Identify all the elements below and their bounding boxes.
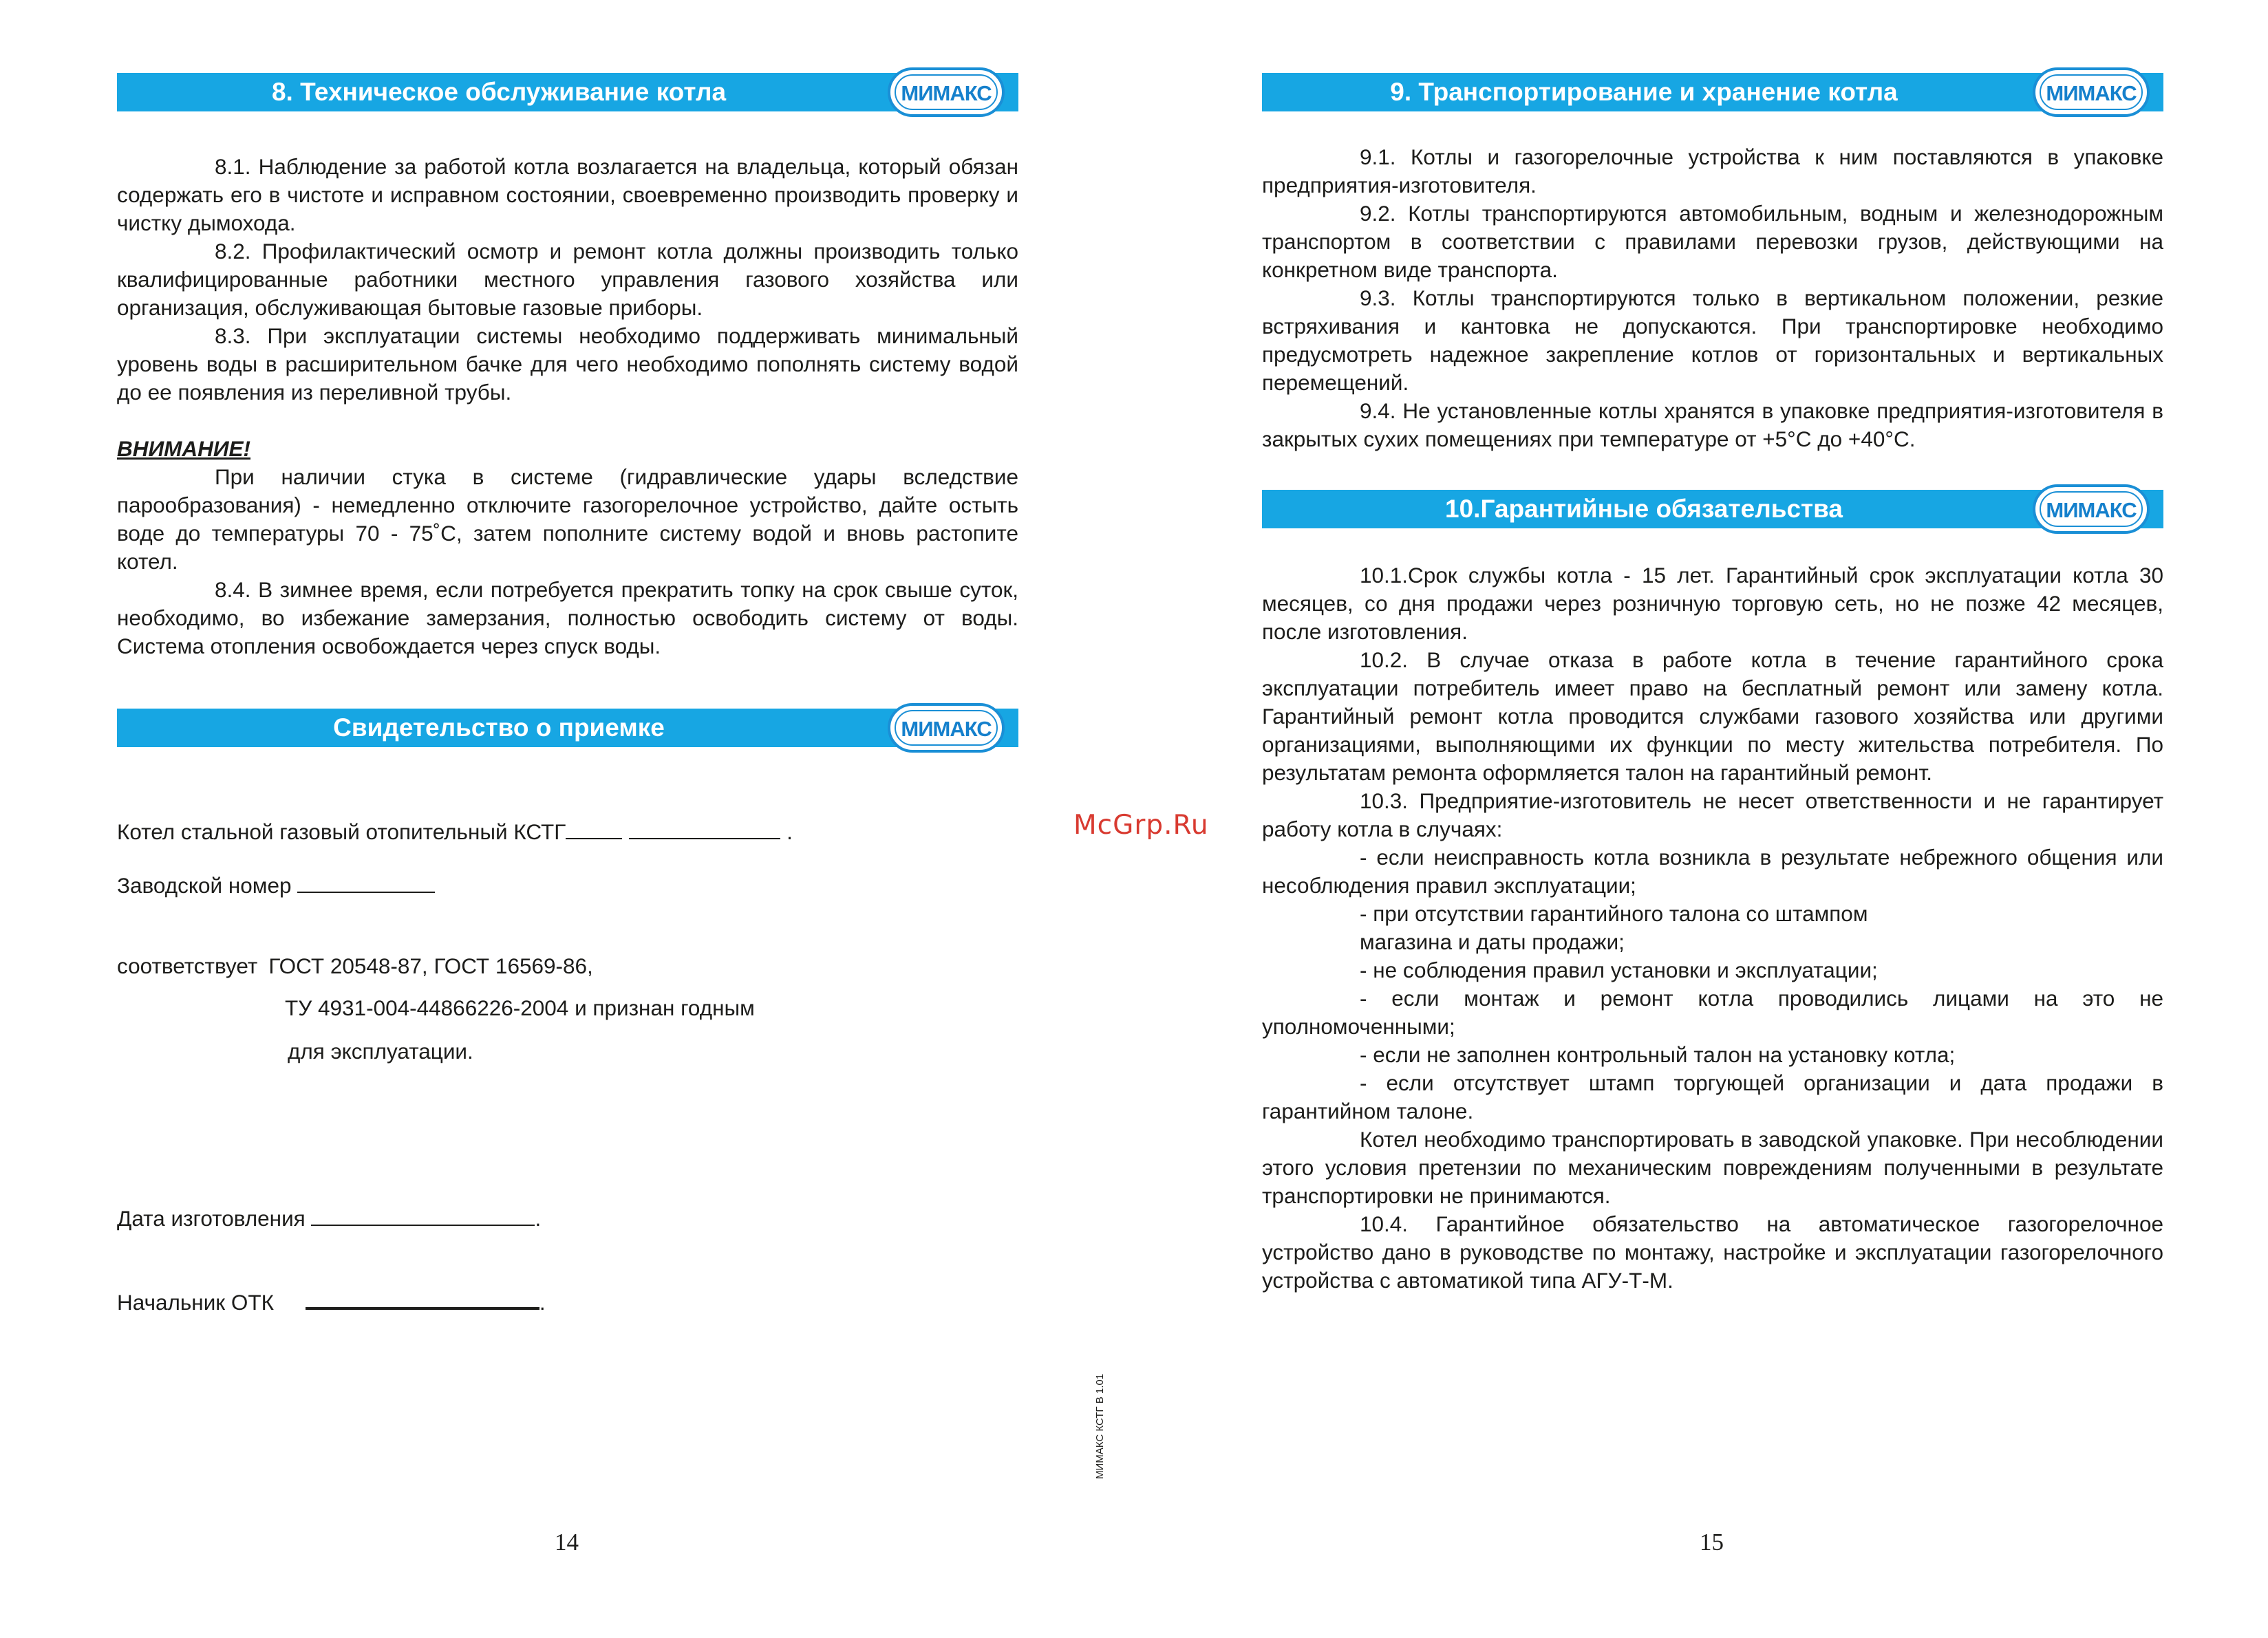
otk-label: Начальник ОТК <box>117 1290 274 1315</box>
paragraph-10-1: 10.1.Срок службы котла - 15 лет. Гарантийный срок эксплуатации котла 30 месяцев, со дня продажи через розничную торговую сеть, но не позже 42 месяцев, после изготовления. <box>1262 563 2163 644</box>
paragraph-9-4: 9.4. Не установленные котлы хранятся в упаковке предприятия-изготовителя в закрытых сухих помещениях при температуре от +5°С до +40°С. <box>1262 398 2163 451</box>
section-9-header <box>1262 73 2163 111</box>
bullet-no-coupon-2: магазина и даты продажи; <box>1360 929 1625 954</box>
paragraph-8-3: 8.3. При эксплуатации системы необходимо поддерживать минимальный уровень воды в расширительном бачке для чего необходимо пополнять систему водой до ее появления из переливной трубы. <box>117 323 1018 405</box>
boiler-model-field-a[interactable] <box>566 817 622 839</box>
bullet-unauthorized: - если монтаж и ремонт котла проводились лицами на это не уполномоченными; <box>1262 986 2163 1039</box>
paragraph-transport-packaging: Котел необходимо транспортировать в заводской упаковке. При несоблюдении этого условия претензии по механическим повреждениям полученными в результате транспортировки не принимаются. <box>1262 1127 2163 1208</box>
manufacture-date-line: Дата изготовления . <box>117 1204 541 1231</box>
otk-line: Начальник ОТК . <box>117 1286 546 1315</box>
boiler-model-label: Котел стальной газовый отопительный КСТГ <box>117 819 566 844</box>
spine-text: МИМАКС КСТГ В 1.01 <box>1094 1373 1106 1479</box>
page-number-15: 15 <box>1700 1529 1724 1555</box>
section-9-title: 9. Транспортирование и хранение котла <box>1390 78 1898 106</box>
bullet-installation-rules: - не соблюдения правил установки и эксплуатации; <box>1360 958 1878 982</box>
bullet-control-coupon: - если не заполнен контрольный талон на установку котла; <box>1360 1042 1956 1067</box>
serial-label: Заводской номер <box>117 873 292 898</box>
serial-number-field[interactable] <box>297 871 435 893</box>
mimaks-logo: МИМАКС <box>2033 484 2150 534</box>
section-8-body <box>117 153 1018 660</box>
paragraph-9-1: 9.1. Котлы и газогорелочные устройства к ним поставляются в упаковке предприятия-изготовителя. <box>1262 144 2163 197</box>
paragraph-warning: При наличии стука в системе (гидравлические удары вследствие парообразования) - немедленно отключите газогорелочное устройство, дайте остыть воде до температуры 70 - 75˚С, затем пополните систему водой и вновь растопите котел. <box>117 464 1018 574</box>
paragraph-10-3: 10.3. Предприятие-изготовитель не несет ответственности и не гарантирует работу котла в случаях: <box>1262 788 2163 841</box>
conformity-line-1: соответствует ГОСТ 20548-87, ГОСТ 16569-86, <box>117 953 593 978</box>
bullet-no-coupon-1: - при отсутствии гарантийного талона со штампом <box>1360 901 1868 926</box>
section-9-body <box>1262 143 2163 453</box>
paragraph-10-4: 10.4. Гарантийное обязательство на автоматическое газогорелочное устройство дано в руководстве по монтажу, настройке и эксплуатации газогорелочного устройства с автоматикой типа АГУ-Т-М. <box>1262 1211 2163 1293</box>
conformity-gost: ГОСТ 20548-87, ГОСТ 16569-86, <box>268 953 593 978</box>
section-10-title: 10.Гарантийные обязательства <box>1445 495 1843 523</box>
paragraph-8-1: 8.1. Наблюдение за работой котла возлагается на владельца, который обязан содержать его в чистоте и исправном состоянии, своевременно производить проверку и чистку дымохода. <box>117 154 1018 235</box>
boiler-model-field-b[interactable] <box>629 817 780 839</box>
section-10-body <box>1262 561 2163 1295</box>
acceptance-header <box>117 709 1018 747</box>
acceptance-title: Свидетельство о приемке <box>333 713 665 742</box>
section-8-title: 8. Техническое обслуживание котла <box>271 78 727 106</box>
page-number-14: 14 <box>555 1529 579 1555</box>
right-page <box>1262 0 2163 1638</box>
manufacture-date-label: Дата изготовления <box>117 1206 306 1231</box>
manufacture-date-field[interactable] <box>311 1204 535 1226</box>
mimaks-logo: МИМАКС <box>2033 67 2150 117</box>
bullet-negligence: - если неисправность котла возникла в результате небрежного общения или несоблюдения правил эксплуатации; <box>1262 845 2163 898</box>
left-page <box>117 0 1018 1638</box>
warning-label: ВНИМАНИЕ! <box>117 436 251 461</box>
section-8-header <box>117 73 1018 111</box>
section-10-header <box>1262 490 2163 528</box>
paragraph-9-2: 9.2. Котлы транспортируются автомобильным, водным и железнодорожным транспортом в соответствии с правилами перевозки грузов, действующими на конкретном виде транспорта. <box>1262 201 2163 282</box>
paragraph-8-4: 8.4. В зимнее время, если потребуется прекратить топку на срок свыше суток, необходимо, во избежание замерзания, полностью освободить систему от воды. Система отопления освобождается через спуск воды. <box>117 577 1018 658</box>
paragraph-8-2: 8.2. Профилактический осмотр и ремонт котла должны производить только квалифицированные работники местного управления газового хозяйства или организация, обслуживающая бытовые газовые приборы. <box>117 239 1018 320</box>
mimaks-logo: МИМАКС <box>888 67 1005 117</box>
bullet-no-stamp: - если отсутствует штамп торгующей организации и дата продажи в гарантийном талоне. <box>1262 1070 2163 1123</box>
paragraph-10-2: 10.2. В случае отказа в работе котла в течение гарантийного срока эксплуатации потребитель имеет право на бесплатный ремонт или замену котла. Гарантийный ремонт котла проводится службами газового хозяйства или другими организациями, выполняющими их функции по месту жительства потребителя. По результатам ремонта оформляется талон на гарантийный ремонт. <box>1262 647 2163 785</box>
paragraph-9-3: 9.3. Котлы транспортируются только в вертикальном положении, резкие встряхивания и кантовка не допускаются. При транспортировке необходимо предусмотреть надежное закрепление котлов от горизонтальных и вертикальных перемещений. <box>1262 285 2163 395</box>
boiler-model-line: Котел стальной газовый отопительный КСТГ . <box>117 817 793 845</box>
serial-line <box>117 871 435 898</box>
conformity-line-2: ТУ 4931-004-44866226-2004 и признан годным <box>285 995 755 1020</box>
conformity-line-3: для эксплуатации. <box>288 1039 473 1064</box>
otk-signature-field[interactable] <box>306 1286 539 1310</box>
watermark: McGrp.Ru <box>1073 810 1209 841</box>
mimaks-logo: МИМАКС <box>888 703 1005 753</box>
